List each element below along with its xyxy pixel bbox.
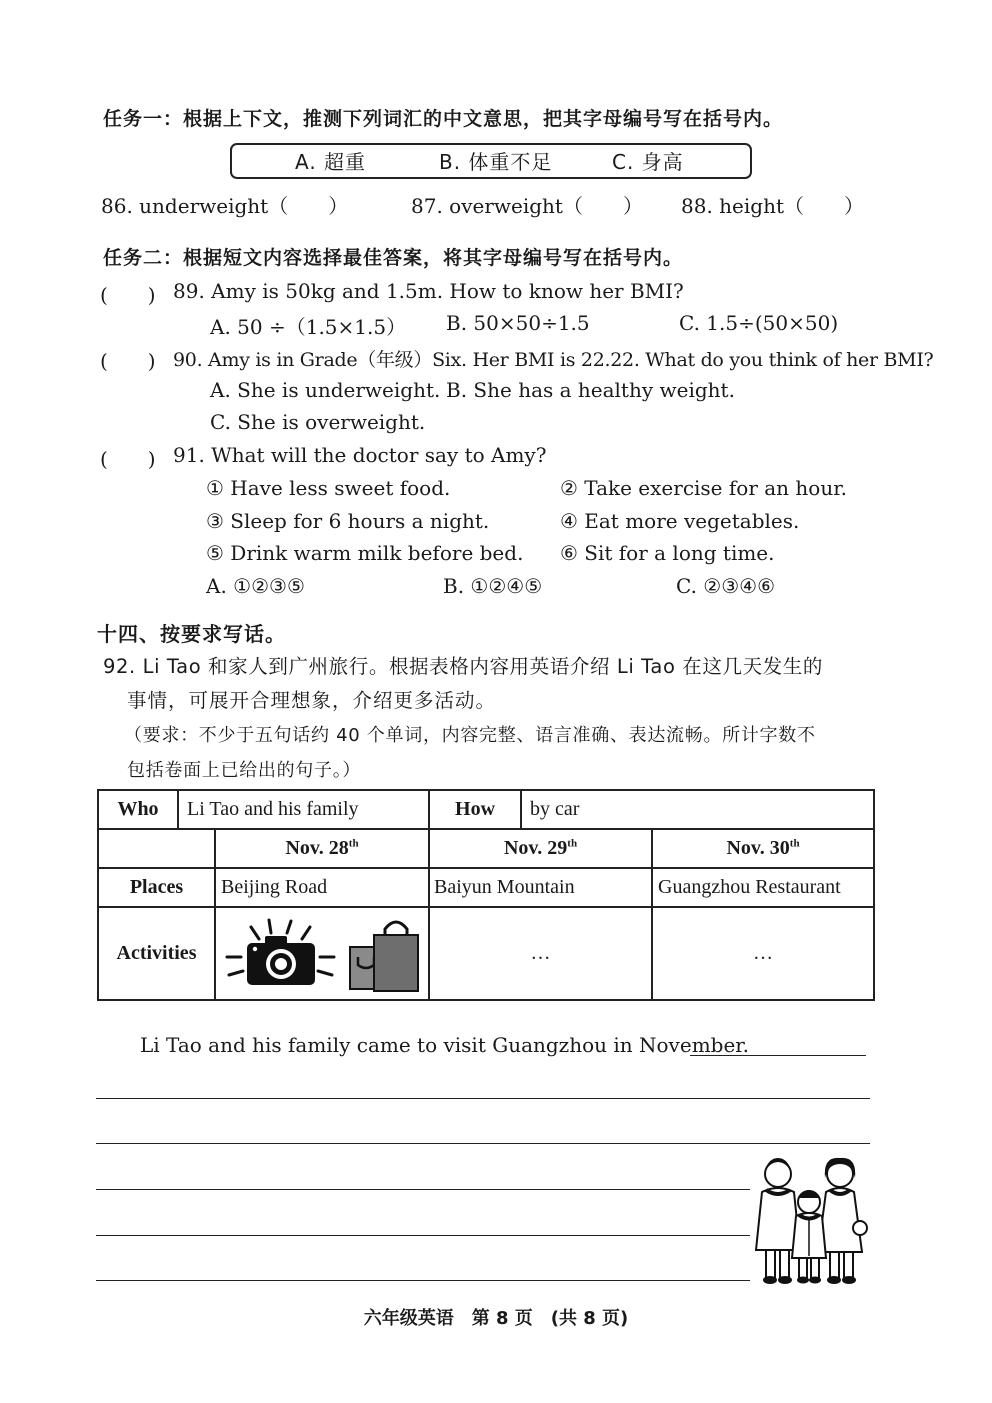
place-nov-28: Beijing Road	[215, 868, 429, 907]
task2-instruction: 任务二：根据短文内容选择最佳答案，将其字母编号写在括号内。	[103, 247, 684, 269]
q91-statement-4: ④ Eat more vegetables.	[560, 509, 800, 533]
activity-nov-28	[215, 907, 429, 1000]
place-nov-29: Baiyun Mountain	[429, 868, 652, 907]
q90-option-c: C. She is overweight.	[210, 410, 426, 434]
date-header-blank	[98, 829, 215, 868]
activity-icons	[217, 911, 427, 997]
q90-option-b: B. She has a healthy weight.	[446, 378, 735, 402]
section14-prompt-line2: 事情，可展开合理想象，介绍更多活动。	[127, 689, 497, 712]
writing-line-2[interactable]	[96, 1143, 870, 1144]
item-88: 88. height（ ）	[681, 194, 864, 218]
q91-statement-5: ⑤ Drink warm milk before bed.	[206, 541, 524, 565]
q90-bracket: ( )	[100, 349, 156, 373]
how-value: by car	[521, 790, 874, 829]
q91-stem: 91. What will the doctor say to Amy?	[173, 443, 547, 467]
writing-line-3[interactable]	[96, 1189, 750, 1190]
how-label: How	[429, 790, 521, 829]
task1-option-a: A. 超重	[295, 150, 367, 174]
opening-sentence: Li Tao and his family came to visit Guangzhou in November.	[140, 1033, 750, 1057]
shopping-bags-icon	[350, 922, 418, 991]
page-footer: 六年级英语 第 8 页 (共 8 页)	[363, 1308, 629, 1329]
q89-option-b: B. 50×50÷1.5	[446, 311, 590, 335]
who-label: Who	[98, 790, 178, 829]
q90-option-a: A. She is underweight.	[210, 378, 441, 402]
writing-line-4[interactable]	[96, 1235, 750, 1236]
activities-label: Activities	[98, 907, 215, 1000]
section14-heading: 十四、按要求写话。	[97, 622, 286, 646]
q91-option-c: C. ②③④⑥	[676, 574, 776, 598]
camera-icon	[227, 920, 334, 985]
date-nov-29: Nov. 29th	[429, 829, 652, 868]
q91-option-b: B. ①②④⑤	[443, 574, 543, 598]
item-86: 86. underweight（ ）	[101, 194, 349, 218]
family-illustration	[752, 1152, 870, 1287]
who-value: Li Tao and his family	[178, 790, 429, 829]
q90-stem: 90. Amy is in Grade（年级）Six. Her BMI is 22.22. What do you think of her BMI?	[173, 349, 934, 371]
task1-option-b: B. 体重不足	[439, 150, 553, 174]
section14-prompt-line1: 92. Li Tao 和家人到广州旅行。根据表格内容用英语介绍 Li Tao 在这几天发生的	[103, 655, 823, 678]
writing-line-1[interactable]	[96, 1098, 870, 1099]
item-87: 87. overweight（ ）	[411, 194, 643, 218]
q89-bracket: ( )	[100, 283, 156, 307]
date-nov-28: Nov. 28th	[215, 829, 429, 868]
section14-requirement-line2: 包括卷面上已给出的句子。）	[127, 760, 362, 781]
q91-option-a: A. ①②③⑤	[206, 574, 305, 598]
q89-option-a: A. 50 ÷（1.5×1.5）	[210, 315, 407, 339]
writing-line-5[interactable]	[96, 1280, 750, 1281]
q91-statement-3: ③ Sleep for 6 hours a night.	[206, 509, 490, 533]
place-nov-30: Guangzhou Restaurant	[652, 868, 874, 907]
q91-statement-2: ② Take exercise for an hour.	[560, 476, 847, 500]
places-label: Places	[98, 868, 215, 907]
writing-line-0[interactable]	[690, 1055, 866, 1056]
q91-bracket: ( )	[100, 447, 156, 471]
section14-requirement-line1: （要求：不少于五句话约 40 个单词，内容完整、语言准确、表达流畅。所计字数不	[124, 725, 816, 746]
q89-stem: 89. Amy is 50kg and 1.5m. How to know her BMI?	[173, 279, 684, 303]
travel-info-table	[97, 789, 875, 1001]
task1-instruction: 任务一：根据上下文，推测下列词汇的中文意思，把其字母编号写在括号内。	[103, 108, 784, 130]
q89-option-c: C. 1.5÷(50×50)	[679, 311, 839, 335]
q91-statement-1: ① Have less sweet food.	[206, 476, 451, 500]
activity-nov-30: …	[652, 907, 874, 1000]
task1-option-c: C. 身高	[612, 150, 684, 174]
activity-nov-29: …	[429, 907, 652, 1000]
date-nov-30: Nov. 30th	[652, 829, 874, 868]
q91-statement-6: ⑥ Sit for a long time.	[560, 541, 775, 565]
